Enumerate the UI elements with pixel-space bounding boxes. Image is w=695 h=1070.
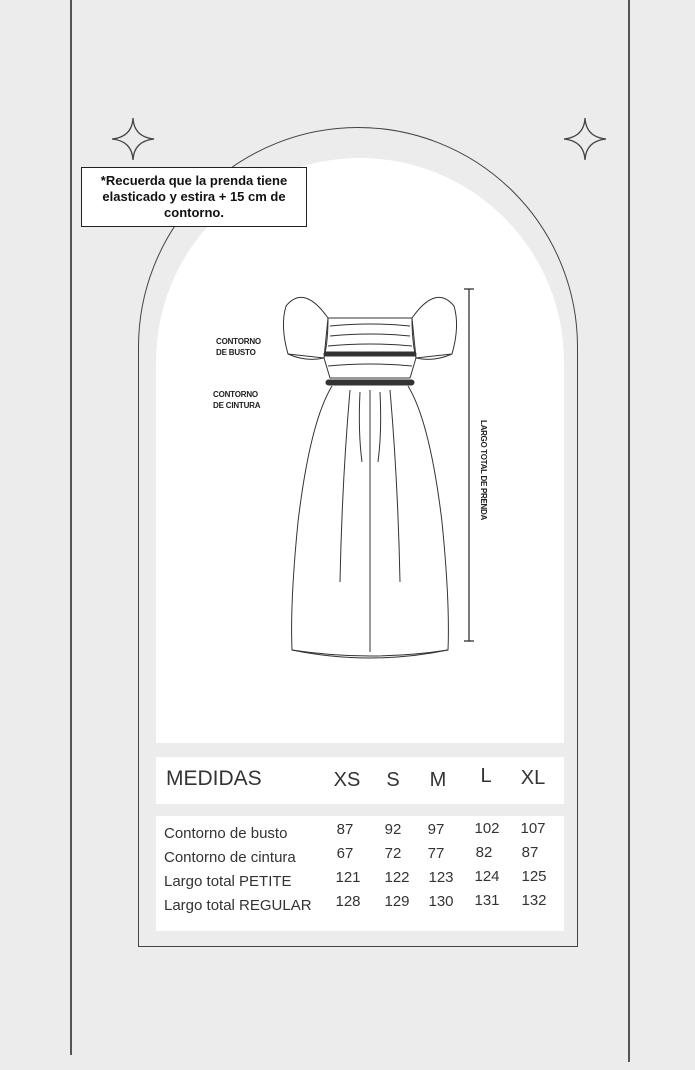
size-header-m: M <box>429 769 447 791</box>
table-cell: 82 <box>475 844 493 861</box>
table-cell: 77 <box>427 845 445 862</box>
frame-line-right <box>628 0 630 1062</box>
table-row-label: Contorno de busto <box>164 825 288 842</box>
table-row-label: Contorno de cintura <box>164 849 296 866</box>
size-header-xl: XL <box>520 767 546 789</box>
bust-label <box>216 336 261 358</box>
table-cell: 92 <box>384 821 402 838</box>
table-cell: 128 <box>335 893 361 910</box>
size-header-xs: XS <box>333 769 361 791</box>
size-header-s: S <box>386 769 400 791</box>
size-header-l: L <box>480 765 492 787</box>
waist-label-line: CONTORNO <box>213 390 258 399</box>
table-cell: 122 <box>384 869 410 886</box>
table-title: MEDIDAS <box>166 767 262 790</box>
waist-label <box>213 389 260 411</box>
table-cell: 107 <box>520 820 546 837</box>
table-row-label: Largo total REGULAR <box>164 897 312 914</box>
dress-illustration <box>270 282 470 672</box>
bust-label-line: CONTORNO <box>216 337 261 346</box>
table-cell: 125 <box>521 868 547 885</box>
note-line: contorno. <box>164 205 224 220</box>
stretch-note <box>81 167 307 227</box>
table-cell: 129 <box>384 893 410 910</box>
table-cell: 131 <box>474 892 500 909</box>
table-cell: 130 <box>428 893 454 910</box>
table-cell: 124 <box>474 868 500 885</box>
bust-label-line: DE BUSTO <box>216 348 256 357</box>
table-cell: 67 <box>336 845 354 862</box>
table-cell: 87 <box>336 821 354 838</box>
table-cell: 102 <box>474 820 500 837</box>
table-cell: 72 <box>384 845 402 862</box>
table-row-label: Largo total PETITE <box>164 873 292 890</box>
frame-line-left <box>70 0 72 1055</box>
note-line: *Recuerda que la prenda tiene <box>100 173 288 188</box>
length-label: LARGO TOTAL DE PRENDA <box>479 420 488 520</box>
table-cell: 97 <box>427 821 445 838</box>
table-cell: 87 <box>521 844 539 861</box>
table-cell: 132 <box>521 892 547 909</box>
waist-label-line: DE CINTURA <box>213 401 261 410</box>
sparkle-icon <box>110 116 156 162</box>
table-cell: 123 <box>428 869 454 886</box>
sparkle-icon <box>562 116 608 162</box>
note-line: elasticado y estira + 15 cm de <box>102 189 286 204</box>
table-cell: 121 <box>335 869 361 886</box>
